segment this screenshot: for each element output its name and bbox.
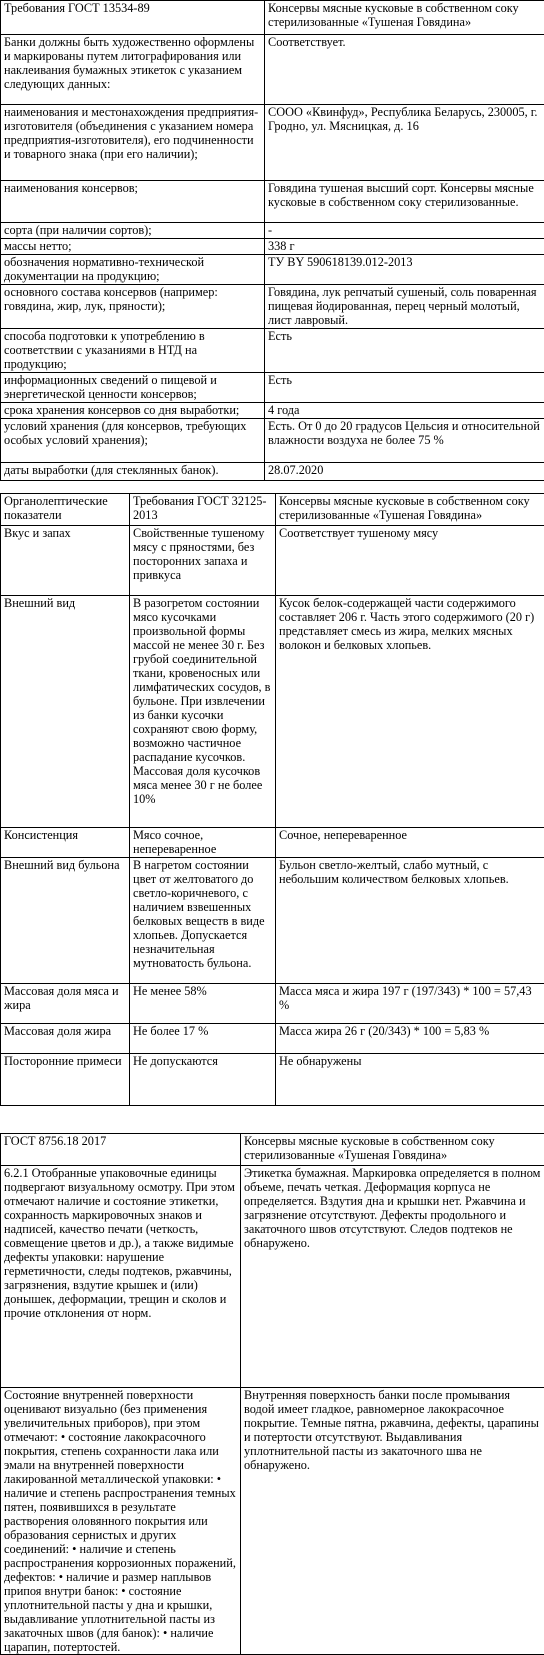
table-cell: Консистенция [1,828,130,858]
table-row [1,255,544,285]
table-cell: Мясо сочное, непереваренное [130,828,276,858]
table-row [1,828,544,858]
table-cell: наименования консервов; [1,181,265,223]
table-cell: - [265,223,544,239]
table-cell: ГОСТ 8756.18 2017 [1,1134,241,1166]
gost-8756-table [0,1133,544,1655]
table-cell: способа подготовки к употреблению в соответствии с указаниями в НТД на продукцию; [1,329,265,373]
table-cell: сорта (при наличии сортов); [1,223,265,239]
organoleptic-table [0,493,544,1106]
table-row [1,1024,544,1054]
table-cell: Состояние внутренней поверхности оценивают визуально (без применения увеличительных приборов), при этом отмечают: • состояние лакокрасочного покрытия, степень сохранности лака или эмали на внутренней поверхности лакированной металлической упаковки: • наличие и степень распространения темных пятен, появившихся в результате растворения оловянного покрытия или образования сернистых и других соединений: • наличие и степень распространения коррозионных поражений, дефектов: • наличие и размер наплывов припоя внутри банок: • состояние уплотнительной пасты у дна и крышки, выдавливание уплотнительной пасты из закаточных швов (для банок): • наличие царапин, потертостей. [1,1388,241,1655]
table-cell: Говядина, лук репчатый сушеный, соль поваренная пищевая йодированная, перец черный молотый, лист лавровый. [265,285,544,329]
table-cell: Массовая доля жира [1,1024,130,1054]
table-cell: Сочное, непереваренное [276,828,544,858]
table-cell: Соответствует тушеному мясу [276,526,544,596]
table-row [1,373,544,403]
table-cell: Этикетка бумажная. Маркировка определяется в полном объеме, печать четкая. Деформация корпуса не определяется. Вздутия дна и крышки нет. Ржавчина и загрязнение отсутствуют. Дефекты продольного и закаточного швов отсутствуют. Следов подтеков не обнаружено. [241,1166,544,1388]
table-row [1,596,544,828]
table-cell: Консервы мясные кусковые в собственном соку стерилизованные «Тушеная Говядина» [265,1,544,35]
table-cell: Вкус и запах [1,526,130,596]
table-cell: В нагретом состоянии цвет от желтоватого до светло-коричневого, с наличием взвешенных белковых веществ в виде хлопьев. Допускается незначительная мутноватость бульона. [130,858,276,984]
table-cell: Свойственные тушеному мясу с пряностями, без посторонних запаха и привкуса [130,526,276,596]
table-cell: Внутренняя поверхность банки после промывания водой имеет гладкое, равномерное лакокрасочное покрытие. Темные пятна, ржавчина, дефекты, царапины и потертости отсутствуют. Выдавливания уплотнительной пасты из закаточного шва не обнаружено. [241,1388,544,1655]
table-row [1,419,544,463]
table-row [1,526,544,596]
table-row [1,494,544,526]
table-row [1,858,544,984]
table-cell: Кусок белок-содержащей части содержимого составляет 206 г. Часть этого содержимого (20 г) представляет смесь из жира, мелких мясных волокон и белковых хлопьев. [276,596,544,828]
table-row [1,1054,544,1106]
table-row [1,105,544,181]
table-row [1,1166,544,1388]
table-cell: 28.07.2020 [265,463,544,481]
table-row [1,223,544,239]
table-cell: Бульон светло-желтый, слабо мутный, с небольшим количеством белковых хлопьев. [276,858,544,984]
table-cell: Внешний вид [1,596,130,828]
table-cell: ТУ BY 590618139.012-2013 [265,255,544,285]
table-cell: наименования и местонахождения предприятия-изготовителя (объединения с указанием номера предприятия-изготовителя), его подчиненности и товарного знака (при его наличии); [1,105,265,181]
table-cell: СООО «Квинфуд», Республика Беларусь, 230005, г. Гродно, ул. Мясницкая, д. 16 [265,105,544,181]
table-cell: Не допускаются [130,1054,276,1106]
table-cell: Не более 17 % [130,1024,276,1054]
table-row [1,463,544,481]
table-row [1,1134,544,1166]
table-cell: Масса мяса и жира 197 г (197/343) * 100 = 57,43 % [276,984,544,1024]
table-row [1,285,544,329]
table-cell: Требования ГОСТ 32125-2013 [130,494,276,526]
table-cell: 6.2.1 Отобранные упаковочные единицы подвергают визуальному осмотру. При этом отмечают наличие и состояние этикетки, сохранность маркировочных знаков и надписей, качество печати (четкость, совмещение цветов и др.), а также видимые дефекты упаковки: нарушение герметичности, следы подтеков, ржавчины, загрязнения, вздутие крышек и (или) донышек, деформации, трещин и сколов и прочие отклонения от норм. [1,1166,241,1388]
table-cell: условий хранения (для консервов, требующих особых условий хранения); [1,419,265,463]
table-cell: Требования ГОСТ 13534-89 [1,1,265,35]
table-cell: Есть [265,373,544,403]
table-cell: 4 года [265,403,544,419]
table-cell: даты выработки (для стеклянных банок). [1,463,265,481]
table-cell: Есть [265,329,544,373]
table-cell: Банки должны быть художественно оформлены и маркированы путем литографирования или наклеивания бумажных этикеток с указанием следующих данных: [1,35,265,105]
table-row [1,35,544,105]
table-cell: Посторонние примеси [1,1054,130,1106]
table-cell: Не менее 58% [130,984,276,1024]
table-cell: Консервы мясные кусковые в собственном соку стерилизованные «Тушеная Говядина» [241,1134,544,1166]
table-cell: массы нетто; [1,239,265,255]
table-cell: Массовая доля мяса и жира [1,984,130,1024]
table-cell: основного состава консервов (например: говядина, жир, лук, пряности); [1,285,265,329]
table-cell: срока хранения консервов со дня выработки; [1,403,265,419]
table-cell: Масса жира 26 г (20/343) * 100 = 5,83 % [276,1024,544,1054]
table-cell: Не обнаружены [276,1054,544,1106]
table-cell: В разогретом состоянии мясо кусочками произвольной формы массой не менее 30 г. Без грубой соединительной ткани, кровеносных или лимфатических сосудов, в бульоне. При извлечении из банки кусочки сохраняют свою форму, возможно частичное распадание кусочков. Массовая доля кусочков мяса менее 30 г не более 10% [130,596,276,828]
table-cell: обозначения нормативно-технической документации на продукцию; [1,255,265,285]
table-row [1,239,544,255]
table-cell: Внешний вид бульона [1,858,130,984]
table-row [1,403,544,419]
table-row [1,329,544,373]
table-row [1,984,544,1024]
gost-13534-table [0,0,544,481]
table-cell: Говядина тушеная высший сорт. Консервы мясные кусковые в собственном соку стерилизованные. [265,181,544,223]
table-cell: информационных сведений о пищевой и энергетической ценности консервов; [1,373,265,403]
table-row [1,1,544,35]
table-cell: Соответствует. [265,35,544,105]
table-cell: 338 г [265,239,544,255]
table-cell: Органолептические показатели [1,494,130,526]
table-cell: Есть. От 0 до 20 градусов Цельсия и относительной влажности воздуха не более 75 % [265,419,544,463]
table-cell: Консервы мясные кусковые в собственном соку стерилизованные «Тушеная Говядина» [276,494,544,526]
table-row [1,181,544,223]
table-row [1,1388,544,1655]
